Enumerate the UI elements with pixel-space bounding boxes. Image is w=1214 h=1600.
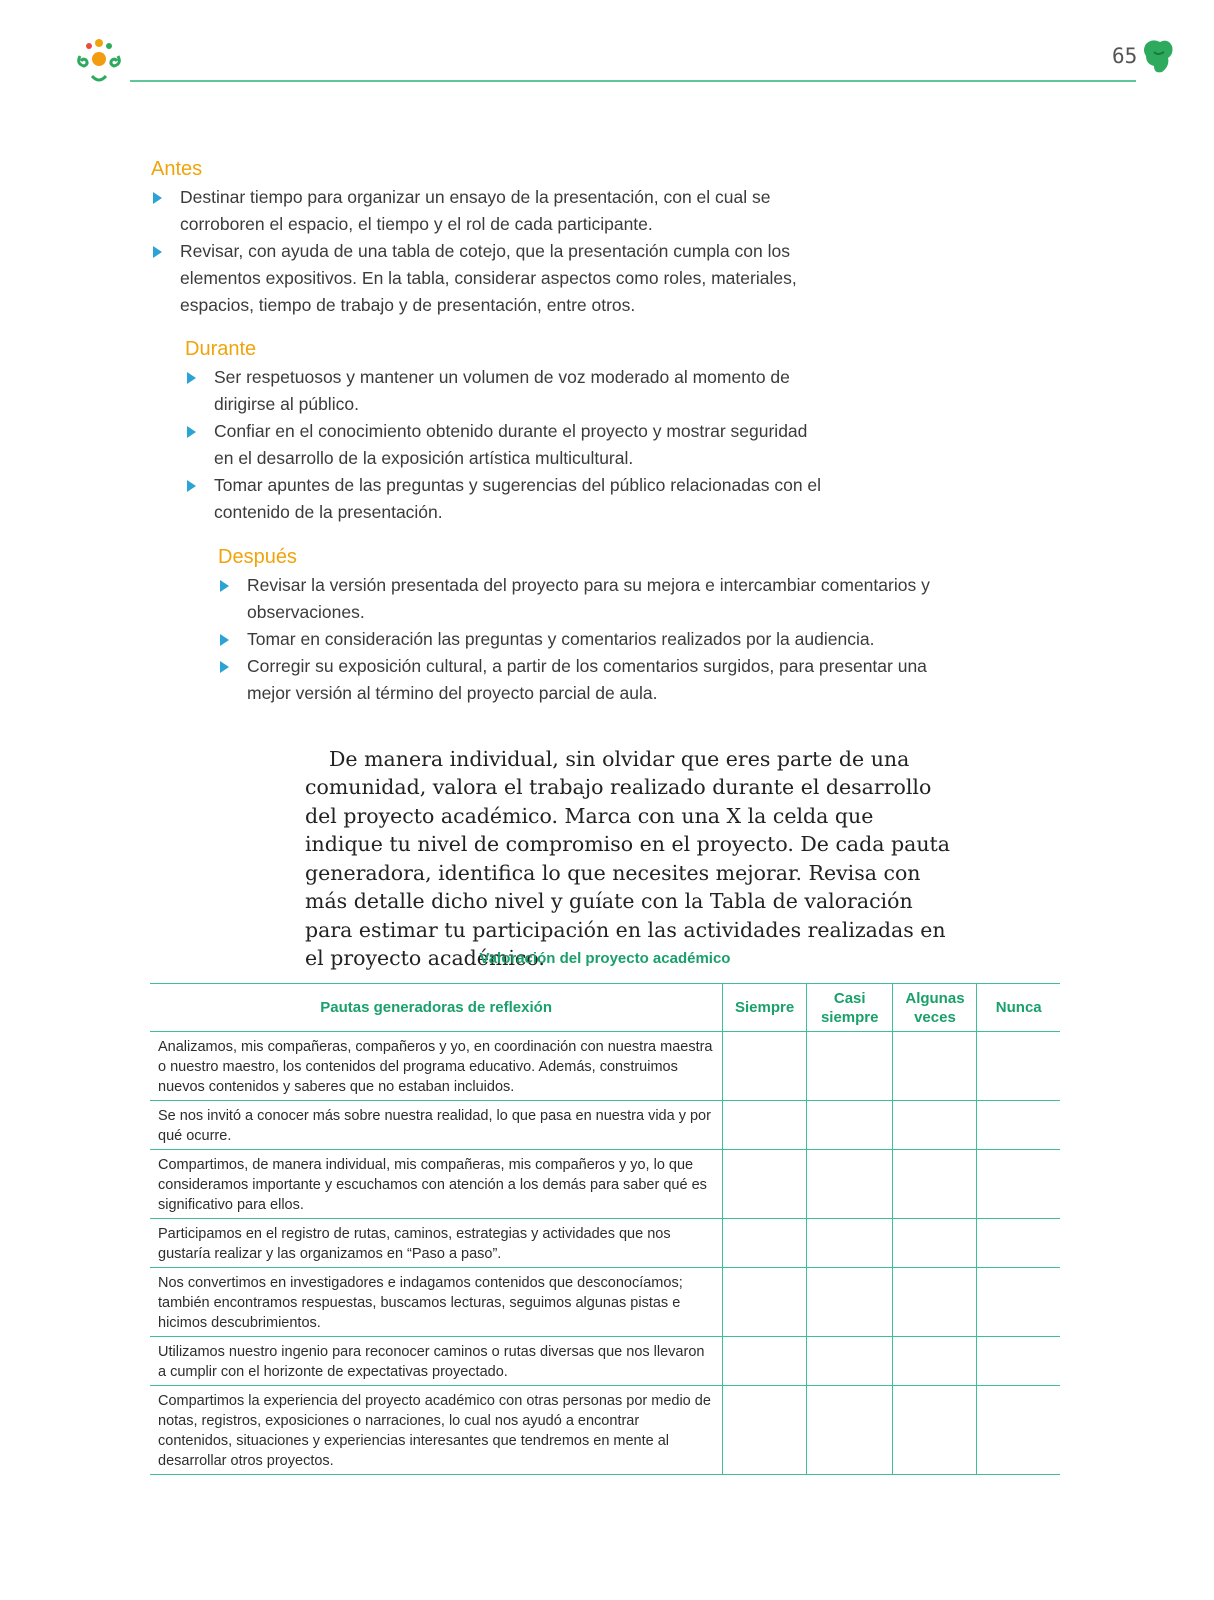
cell-casi-siempre[interactable] (806, 1032, 893, 1101)
header-casi-siempre: Casi siempre (806, 984, 893, 1032)
instruction-paragraph: De manera individual, sin olvidar que eres parte de una comunidad, valora el trabajo realizado durante el desarrollo del proyecto académico. Marca con una X la celda que indique tu nivel de compromiso en el proyecto. De cada pauta generadora, identifica lo que necesites mejorar. Revisa con más detalle dicho nivel y guíate con la Tabla de valoración para estimar tu participación en las actividades realizadas en el proyecto académico. (305, 746, 951, 970)
cell-nunca[interactable] (977, 1101, 1060, 1150)
section-antes (151, 158, 801, 319)
cell-algunas-veces[interactable] (893, 1268, 977, 1337)
list-item (185, 364, 825, 418)
cell-casi-siempre[interactable] (806, 1268, 893, 1337)
table-row (150, 1219, 1060, 1268)
pauta-text: Utilizamos nuestro ingenio para reconocer caminos o rutas diversas que nos llevaron a cumplir con el horizonte de expectativas proyectado. (150, 1337, 723, 1386)
bullet-arrow-icon (187, 426, 196, 438)
section-despues (218, 546, 938, 707)
bullet-list (151, 184, 801, 319)
cell-algunas-veces[interactable] (893, 1101, 977, 1150)
cell-casi-siempre[interactable] (806, 1150, 893, 1219)
pauta-text: Se nos invitó a conocer más sobre nuestra realidad, lo que pasa en nuestra vida y por qué ocurre. (150, 1101, 723, 1150)
cell-siempre[interactable] (723, 1150, 807, 1219)
cell-siempre[interactable] (723, 1219, 807, 1268)
pauta-text: Compartimos, de manera individual, mis compañeras, mis compañeros y yo, lo que consideramos importante y escuchamos con atención a los demás para saber qué es significativo para ellos. (150, 1150, 723, 1219)
page-number: 65 (1112, 44, 1138, 68)
cell-algunas-veces[interactable] (893, 1386, 977, 1475)
bullet-arrow-icon (187, 372, 196, 384)
bullet-arrow-icon (153, 246, 162, 258)
table-row (150, 1268, 1060, 1337)
list-item (218, 626, 938, 653)
bullet-arrow-icon (220, 634, 229, 646)
pauta-text: Nos convertimos en investigadores e indagamos contenidos que desconocíamos; también encontramos respuestas, buscamos lecturas, seguimos algunas pistas e hicimos descubrimientos. (150, 1268, 723, 1337)
header-siempre: Siempre (723, 984, 807, 1032)
pauta-text: Analizamos, mis compañeras, compañeros y yo, en coordinación con nuestra maestra o nuestro maestro, los contenidos del programa educativo. Además, construimos nuevos contenidos y saberes que no estaban incluidos. (150, 1032, 723, 1101)
list-item (218, 572, 938, 626)
cell-siempre[interactable] (723, 1032, 807, 1101)
list-item-text: Confiar en el conocimiento obtenido durante el proyecto y mostrar seguridad en el desarrollo de la exposición artística multicultural. (214, 421, 808, 468)
list-item (151, 184, 801, 238)
section-durante (185, 338, 825, 526)
list-item (185, 472, 825, 526)
list-item (218, 653, 938, 707)
bullet-arrow-icon (153, 192, 162, 204)
cell-nunca[interactable] (977, 1150, 1060, 1219)
table-title: Valoración del proyecto académico (479, 950, 731, 967)
cell-casi-siempre[interactable] (806, 1101, 893, 1150)
bullet-arrow-icon (220, 661, 229, 673)
table-row (150, 1337, 1060, 1386)
list-item-text: Corregir su exposición cultural, a partir de los comentarios surgidos, para presentar una mejor versión al término del proyecto parcial de aula. (247, 656, 927, 703)
cell-nunca[interactable] (977, 1268, 1060, 1337)
header-nunca: Nunca (977, 984, 1060, 1032)
cell-nunca[interactable] (977, 1032, 1060, 1101)
bullet-list (218, 572, 938, 707)
table-row (150, 1032, 1060, 1101)
list-item-text: Revisar la versión presentada del proyecto para su mejora e intercambiar comentarios y observaciones. (247, 575, 930, 622)
cell-algunas-veces[interactable] (893, 1150, 977, 1219)
section-title: Antes (151, 158, 203, 180)
cell-nunca[interactable] (977, 1337, 1060, 1386)
list-item-text: Ser respetuosos y mantener un volumen de voz moderado al momento de dirigirse al público. (214, 367, 790, 414)
list-item-text: Tomar apuntes de las preguntas y sugerencias del público relacionadas con el contenido de la presentación. (214, 475, 822, 522)
header-pautas: Pautas generadoras de reflexión (150, 984, 723, 1032)
header-algunas-veces: Algunas veces (893, 984, 977, 1032)
cell-siempre[interactable] (723, 1101, 807, 1150)
cell-casi-siempre[interactable] (806, 1386, 893, 1475)
green-glyph-icon (1142, 38, 1176, 78)
header-rule (130, 80, 1136, 82)
list-item-text: Revisar, con ayuda de una tabla de cotejo, que la presentación cumpla con los elementos expositivos. En la tabla, considerar aspectos como roles, materiales, espacios, tiempo de trabajo y de presentación, entre otros. (180, 241, 797, 315)
table-row (150, 1150, 1060, 1219)
bullet-arrow-icon (187, 480, 196, 492)
cell-algunas-veces[interactable] (893, 1219, 977, 1268)
cell-casi-siempre[interactable] (806, 1337, 893, 1386)
list-item (185, 418, 825, 472)
table-row (150, 1386, 1060, 1475)
section-title: Después (218, 546, 297, 568)
valuation-table (150, 983, 1060, 1475)
cell-siempre[interactable] (723, 1386, 807, 1475)
cell-algunas-veces[interactable] (893, 1337, 977, 1386)
pauta-text: Compartimos la experiencia del proyecto académico con otras personas por medio de notas, registros, exposiciones o narraciones, lo cual nos ayudó a encontrar contenidos, situaciones y experiencias interesantes que tendremos en mente al desarrollar otros proyectos. (150, 1386, 723, 1475)
table-row (150, 1101, 1060, 1150)
cell-nunca[interactable] (977, 1386, 1060, 1475)
cell-algunas-veces[interactable] (893, 1032, 977, 1101)
pauta-text: Participamos en el registro de rutas, caminos, estrategias y actividades que nos gustaría realizar y las organizamos en “Paso a paso”. (150, 1219, 723, 1268)
list-item (151, 238, 801, 319)
list-item-text: Destinar tiempo para organizar un ensayo de la presentación, con el cual se corroboren el espacio, el tiempo y el rol de cada participante. (180, 187, 771, 234)
cell-casi-siempre[interactable] (806, 1219, 893, 1268)
list-item-text: Tomar en consideración las preguntas y comentarios realizados por la audiencia. (247, 629, 875, 649)
cell-siempre[interactable] (723, 1268, 807, 1337)
bullet-arrow-icon (220, 580, 229, 592)
table-header-row (150, 984, 1060, 1032)
bullet-list (185, 364, 825, 526)
section-title: Durante (185, 338, 257, 360)
cell-nunca[interactable] (977, 1219, 1060, 1268)
series-logo-icon (72, 32, 126, 86)
cell-siempre[interactable] (723, 1337, 807, 1386)
